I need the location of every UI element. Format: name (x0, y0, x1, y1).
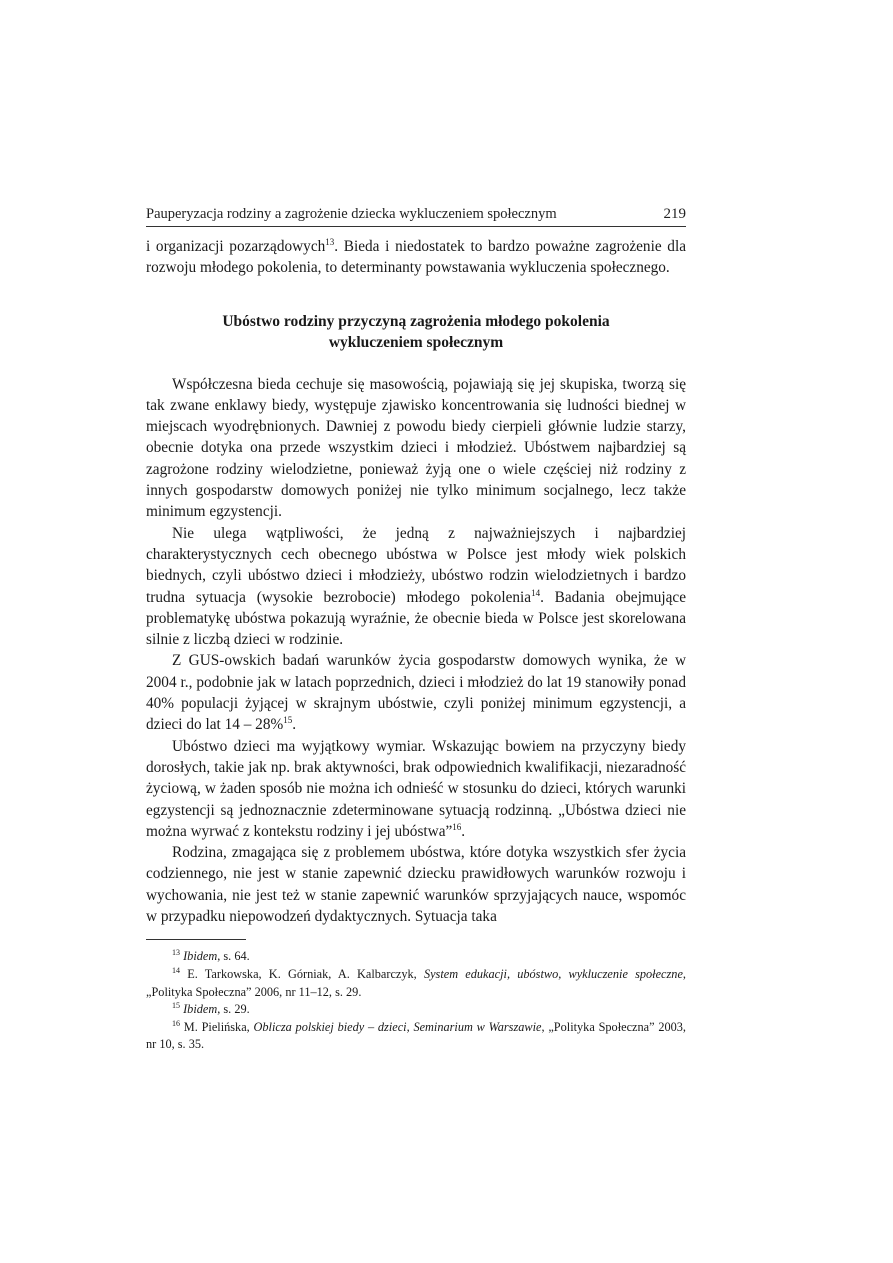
paragraph-4-text-b: . (461, 822, 466, 840)
paragraph-2 (146, 523, 686, 651)
paragraph-4 (146, 736, 686, 842)
footnote-16-title: Oblicza polskiej biedy – dzieci, Seminarium w Warszawie (253, 1019, 542, 1034)
footnote-15-title: Ibidem (183, 1002, 218, 1017)
intro-paragraph (146, 236, 686, 279)
footnote-16-number: 16 (172, 1018, 180, 1028)
footnote-15-rest: , s. 29. (217, 1002, 250, 1017)
footnote-13-number: 13 (172, 948, 180, 958)
footnote-ref-16: 16 (452, 821, 462, 832)
footnote-16-author: M. Pielińska, (183, 1019, 254, 1034)
paragraph-1: Współczesna bieda cechuje się masowością, pojawiają się jej skupiska, tworzą się tak zwane enklawy biedy, występuje zjawisko koncentrowania się ludności biednej w miejscach wyodrębnionych. Dawniej z powodu biedy cierpieli głównie ludzie starzy, obecnie dotyka ona przede wszystkim dzieci i młodzież. Ubóstwem najbardziej są zagrożone rodziny wielodzietne, ponieważ żyją one o wiele częściej niż rodziny z innych gospodarstw domowych poniżej nie tylko minimum socjalnego, lecz także minimum egzystencji. (146, 375, 686, 521)
page-number: 219 (663, 206, 686, 222)
paragraph-4-text-a: Ubóstwo dzieci ma wyjątkowy wymiar. Wskazując bowiem na przyczyny biedy dorosłych, takie jak np. brak aktywności, brak odpowiednich kwalifikacji, niezaradność życiową, w żaden sposób nie można ich odnieść w stosunku do dzieci, których warunki egzystencji są jednoznacznie zdeterminowane sytuacją rodzinną. „Ubóstwa dzieci nie można wyrwać z kontekstu rodziny i jej ubóstwa” (146, 737, 686, 840)
footnote-13-title: Ibidem (183, 949, 218, 964)
footnote-15-number: 15 (172, 1001, 180, 1010)
footnote-14 (146, 966, 686, 1001)
paragraph-5: Rodzina, zmagająca się z problemem ubóstwa, które dotyka wszystkich sfer życia codziennego, nie jest w stanie zapewnić dziecku prawidłowych warunków rozwoju i wychowania, nie jest też w stanie zapewnić warunków sprzyjających nauce, wspomóc w przypadku niepowodzeń dydaktycznych. Sytuacja taka (146, 844, 686, 926)
footnote-ref-14: 14 (531, 587, 541, 598)
footnote-divider (146, 939, 246, 940)
footnote-ref-13: 13 (325, 236, 335, 247)
footnote-16-rest: , „Polityka Społeczna” 2003, nr 10, s. 35. (146, 1019, 686, 1052)
footnote-13-rest: , s. 64. (217, 949, 250, 964)
page (146, 205, 686, 1054)
paragraph-3 (146, 650, 686, 735)
body-text (146, 236, 686, 927)
section-title (146, 311, 686, 353)
paragraph-3-text-b: . (292, 716, 297, 734)
section-title-line-2: wykluczeniem społecznym (328, 333, 504, 351)
footnotes (146, 948, 686, 1054)
paragraph-2-text-b: . Badania obejmujące problematykę ubóstwa pokazują wyraźnie, że obecnie bieda w Polsce jest skorelowana silnie z liczbą dzieci w rodzinie. (146, 588, 686, 649)
footnote-ref-15: 15 (283, 715, 293, 726)
footnote-14-authors: E. Tarkowska, K. Górniak, A. Kalbarczyk, (187, 966, 424, 981)
footnote-15 (146, 1001, 686, 1019)
intro-text-2: . Bieda i niedostatek to bardzo poważne zagrożenie dla rozwoju młodego pokolenia, to determinanty powstawania wykluczenia społecznego. (146, 238, 686, 277)
paragraph-2-text-a: Nie ulega wątpliwości, że jedną z najważniejszych i najbardziej charakterystycznych cech obecnego ubóstwa w Polsce jest młody wiek polskich biednych, czyli ubóstwo dzieci i młodzieży, ubóstwo rodzin wielodzietnych i bardzo trudna sytuacja (wysokie bezrobocie) młodego pokolenia (146, 524, 686, 606)
footnote-14-title: System edukacji, ubóstwo, wykluczenie społeczne (423, 966, 683, 981)
running-header (146, 205, 686, 227)
footnote-14-number: 14 (172, 965, 180, 975)
section-title-line-1: Ubóstwo rodziny przyczyną zagrożenia młodego pokolenia (222, 312, 610, 330)
paragraph-3-text-a: Z GUS-owskich badań warunków życia gospodarstw domowych wynika, że w 2004 r., podobnie jak w latach poprzednich, dzieci i młodzież do lat 19 stanowiły ponad 40% populacji żyjącej w skrajnym ubóstwie, czyli poniżej minimum egzystencji, a dzieci do lat 14 – 28% (146, 652, 686, 734)
footnote-13 (146, 948, 686, 966)
intro-text-1: i organizacji pozarządowych (146, 238, 326, 255)
footnote-14-rest: , „Polityka Społeczna” 2006, nr 11–12, s. 29. (146, 966, 686, 999)
footnote-16 (146, 1019, 686, 1054)
running-title: Pauperyzacja rodziny a zagrożenie dziecka wykluczeniem społecznym (146, 206, 557, 222)
